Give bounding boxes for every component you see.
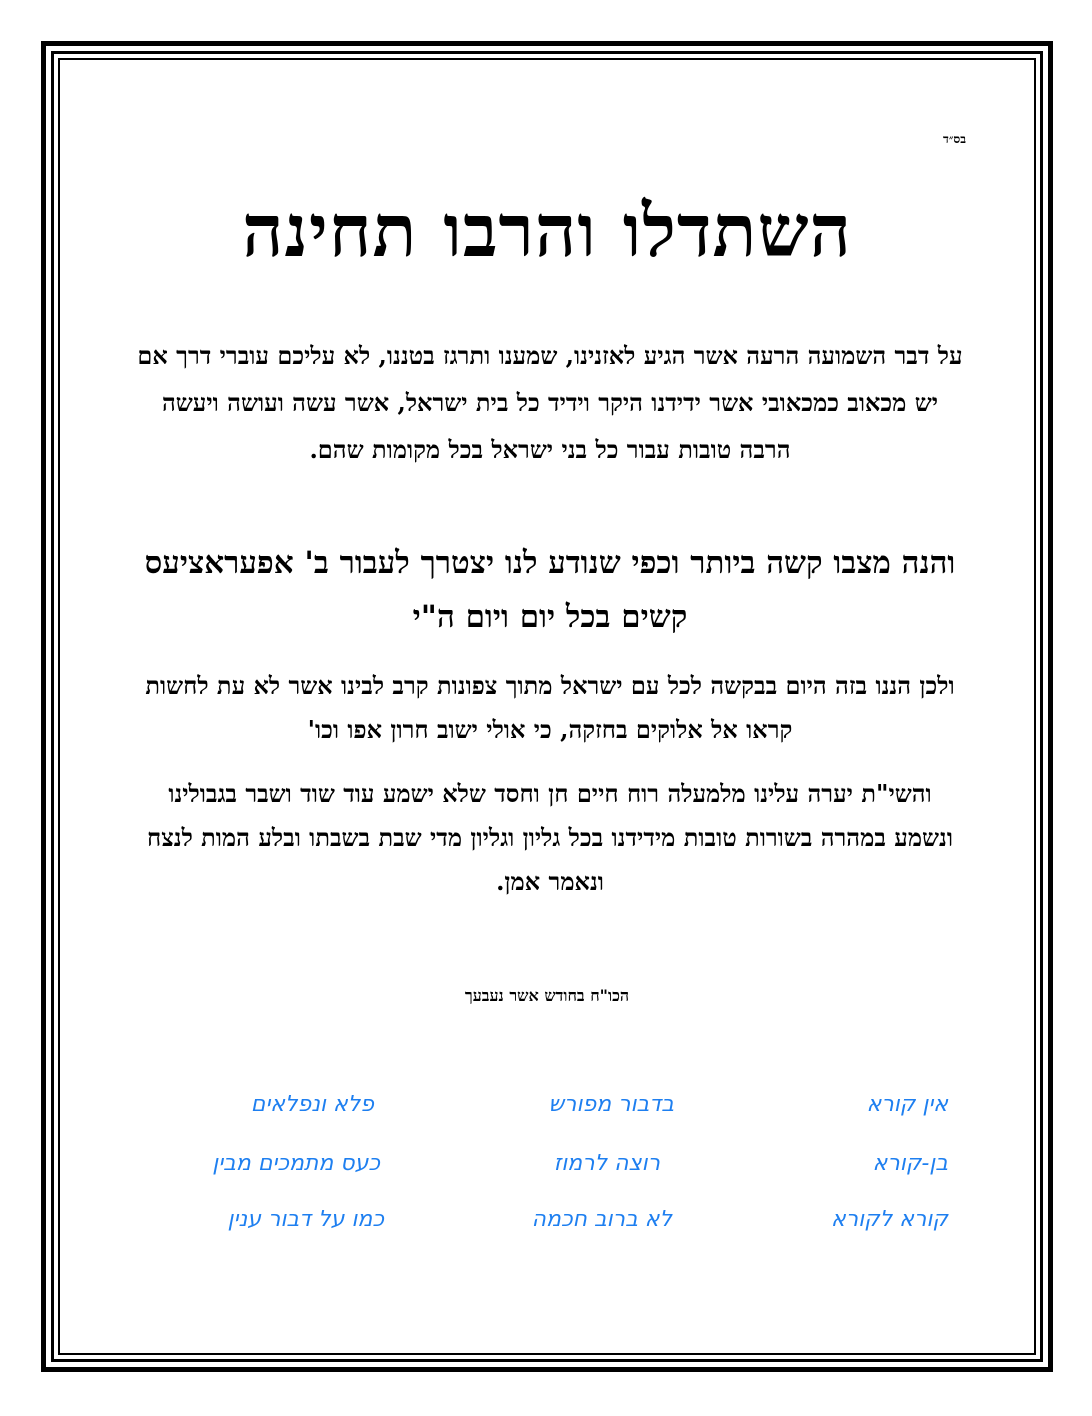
page-title: השתדלו והרבו תחינה [242,188,852,273]
signature: אין קורא [866,1092,948,1117]
signature: קורא לקורא [831,1207,948,1232]
signature: בדבור מפורש [548,1092,674,1117]
paragraph-intro: על דבר השמועה הרעה אשר הגיע לאזנינו, שמענו ותרגז בטננו, לא עליכם עוברי דרך אם יש מכאוב כמכאובי אשר ידידנו היקר וידיד כל בית ישראל, אשר עשה ועושה ויעשה הרבה טובות עבור כל בני ישראל בכל מקומות שהם. [137,341,963,464]
date-line: הכו"ח בחודש אשר נעבעך [464,986,630,1005]
signature: בן-קורא [872,1151,948,1176]
signature: לא ברוב חכמה [531,1207,672,1232]
paragraph-blessing: והשי"ת יערה עלינו מלמעלה רוח חיים חן וחסד שלא ישמע עוד שוד ושבר בגבולינו ונשמע במהרה בשורות טובות מידידנו בכל גליון וגליון מדי שבת בשבתו ובלע המות לנצח ונאמר אמן. [146,779,953,896]
signature: פלא ונפלאים [250,1092,374,1117]
paragraph-condition: והנה מצבו קשה ביותר וכפי שנודע לנו יצטרך לעבור ב' אפעראציעס קשים בכל יום ויום ה"י [144,545,956,635]
letter-page [60,60,1034,1353]
signature: רוצה לרמוז [553,1151,660,1176]
paragraph-request: ולכן הננו בזה היום בבקשה לכל עם ישראל מתוך צפונות קרב לבינו אשר לא עת לחשות קראו אל אלוקים בחזקה, כי אולי ישוב חרון אפו וכו' [145,671,955,744]
bsd-header: בס״ד [943,132,966,146]
signature: כמו על דבור ענין [227,1207,384,1232]
signature: כעס מתמכים מבין [212,1151,380,1176]
